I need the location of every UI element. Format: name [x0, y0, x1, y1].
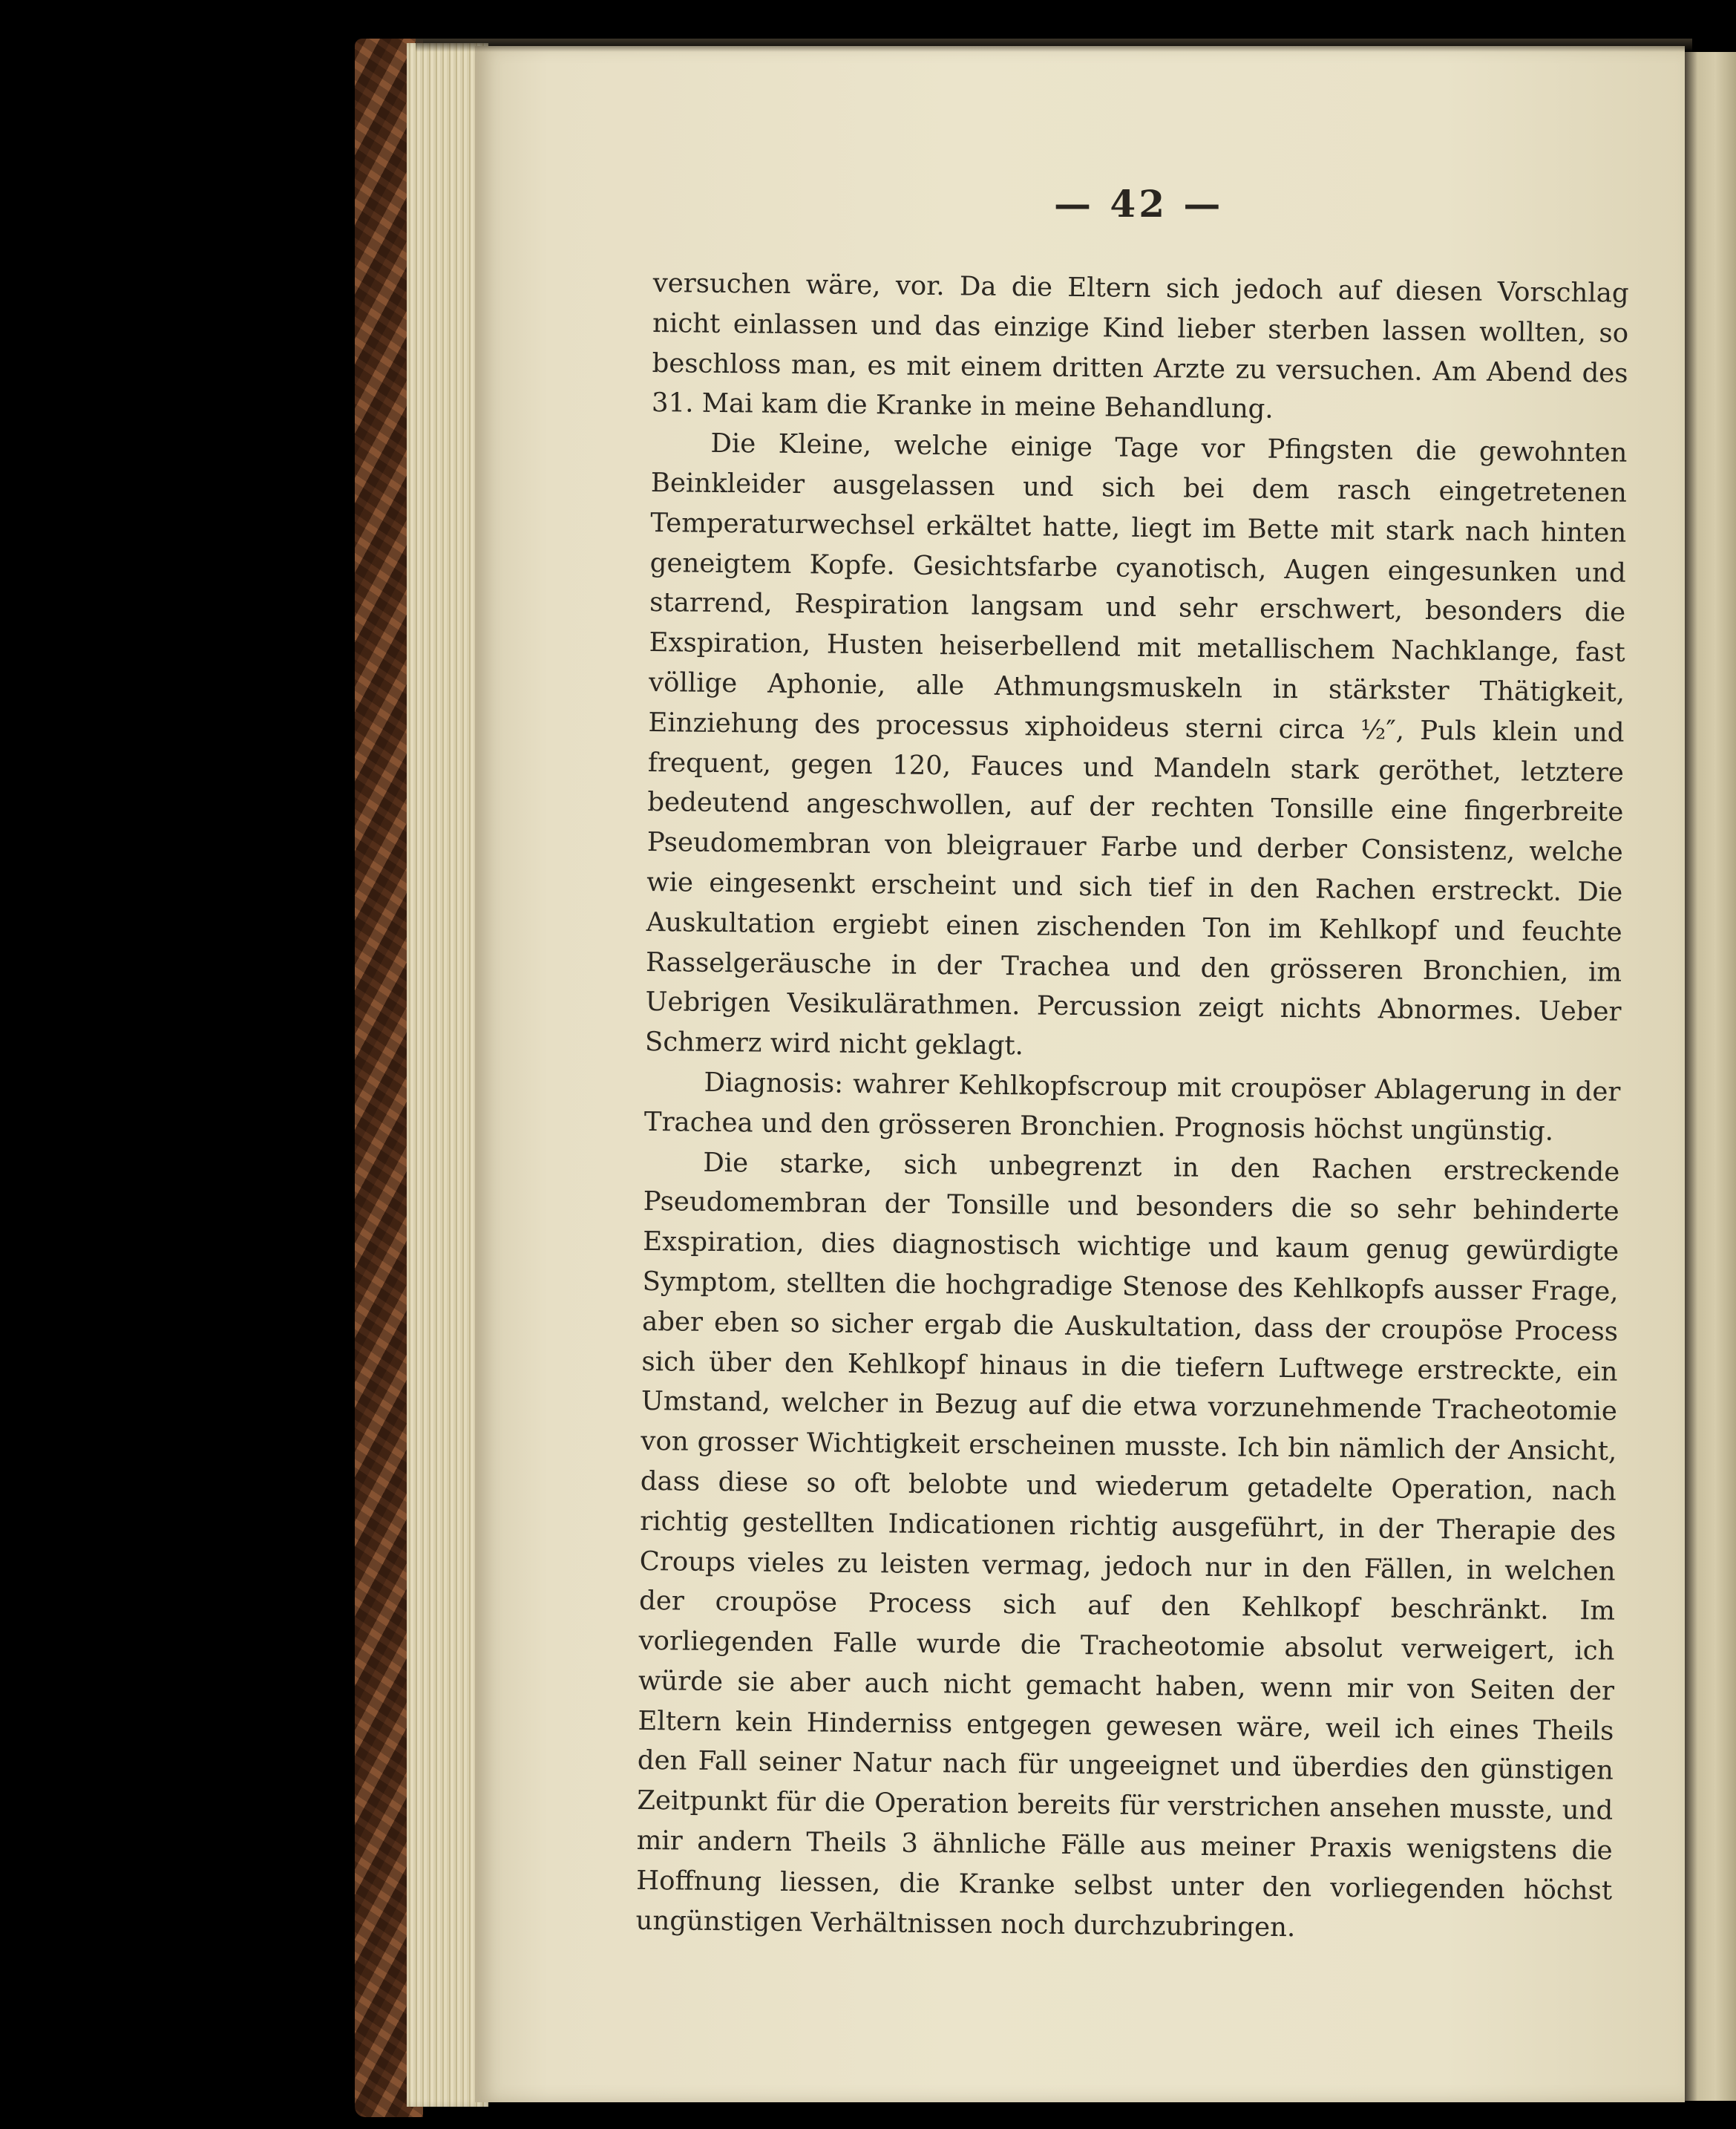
paragraph: Die starke, sich unbegrenzt in den Rachen erstreckende Pseudomembran der Tonsille und besonders die so sehr behinderte Exspiration, dies diagnostisch wichtige und kaum genug gewürdigte Symptom, stellten die hochgradige Stenose des Kehlkopfs ausser Frage, aber eben so sicher ergab die Auskultation, dass der croupöse Process sich über den Kehlkopf hinaus in die tiefern Luftwege erstreckte, ein Umstand, welcher in Bezug auf die etwa vorzunehmende Tracheotomie von grosser Wichtigkeit erscheinen musste. Ich bin nämlich der Ansicht, dass diese so oft belobte und wiederum getadelte Operation, nach richtig gestellten Indicationen richtig ausgeführt, in der Therapie des Croups vieles zu leisten vermag, jedoch nur in den Fällen, in welchen der croupöse Process sich auf den Kehlkopf beschränkt. Im vorliegenden Falle wurde die Tracheotomie absolut verweigert, ich würde sie aber auch nicht gemacht haben, wenn mir von Seiten der Eltern kein Hinderniss entgegen gewesen wäre, weil ich eines Theils den Fall seiner Natur nach für ungeeignet und überdies den günstigen Zeitpunkt für die Operation bereits für verstrichen ansehen musste, und mir andern Theils 3 ähnliche Fälle aus meiner Praxis wenigstens die Hoffnung liessen, die Kranke selbst unter den vorliegenden höchst ungünstigen Verhältnissen noch durchzubringen. — [635, 1147, 1620, 1943]
page-number: — 42 — — [1054, 182, 1224, 226]
paragraph: Diagnosis: wahrer Kehlkopfscroup mit croupöser Ablagerung in der Trachea und den grösseren Bronchien. Prognosis höchst ungünstig. — [643, 1067, 1621, 1147]
top-shadow — [416, 39, 1692, 52]
paragraph: versuchen wäre, vor. Da die Eltern sich jedoch auf diesen Vorschlag nicht einlassen und das einzige Kind lieber sterben lassen wollten, so beschloss man, es mit einem dritten Arzte zu versuchen. Am Abend des 31. Mai kam die Kranke in meine Behandlung. — [651, 267, 1629, 425]
binding-edge — [1685, 52, 1736, 2101]
paragraph: Die Kleine, welche einige Tage vor Pfingsten die gewohnten Beinkleider ausgelassen und sich bei dem rasch eingetretenen Temperaturwechsel erkältet hatte, liegt im Bette mit stark nach hinten geneigtem Kopfe. Gesichtsfarbe cyanotisch, Augen eingesunken und starrend, Respiration langsam und sehr erschwert, besonders die Exspiration, Husten heiserbellend mit metallischem Nachklange, fast völlige Aphonie, alle Athmungsmuskeln in stärkster Thätigkeit, Einziehung des processus xiphoideus sterni circa ½″, Puls klein und frequent, gegen 120, Fauces und Mandeln stark geröthet, letztere bedeutend angeschwollen, auf der rechten Tonsille eine fingerbreite Pseudomembran von bleigrauer Farbe und derber Consistenz, welche wie eingesenkt erscheint und sich tief in den Rachen erstreckt. Die Auskultation ergiebt einen zischenden Ton im Kehlkopf und feuchte Rasselgeräusche in der Trachea und den grösseren Bronchien, im Uebrigen Vesikulärathmen. Percussion zeigt nichts Abnormes. Ueber Schmerz wird nicht geklagt. — [644, 428, 1628, 1062]
body-text — [635, 264, 1629, 1951]
